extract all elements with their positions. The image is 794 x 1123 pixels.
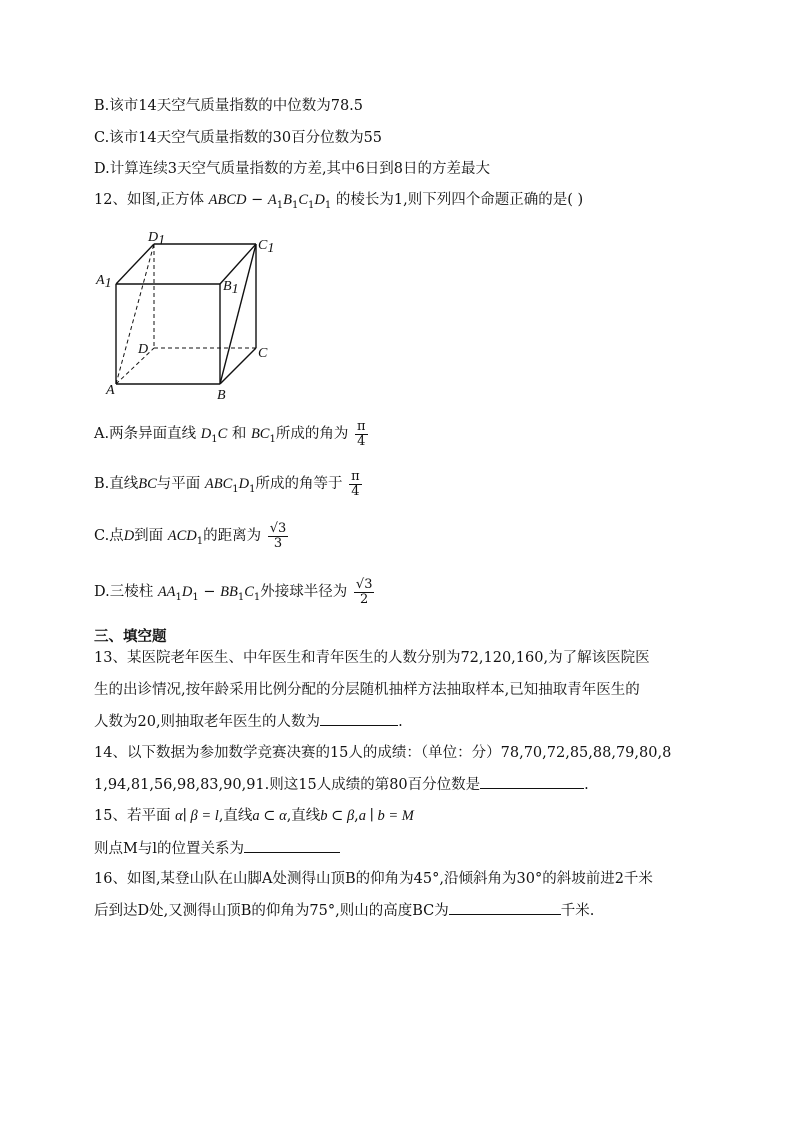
q12-cube-b1: B <box>283 192 292 208</box>
label-c1: C1 <box>258 238 275 256</box>
q15-comma: , <box>354 808 359 824</box>
opt-b-plane: ABC <box>204 476 233 492</box>
opt-b-plane2: D <box>238 476 250 492</box>
q15-answer-blank[interactable] <box>244 838 340 853</box>
opt-d-prefix: D.三棱柱 <box>94 584 154 600</box>
opt-d-num: √3 <box>355 576 373 592</box>
q12-option-b <box>94 466 362 504</box>
q14-line2 <box>94 774 589 795</box>
q14-line1: 14、以下数据为参加数学竞赛决赛的15人的成绩：（单位：分）78,70,72,85,88,79,80,8 <box>94 745 672 761</box>
q13-line3-text: 人数为20,则抽取老年医生的人数为 <box>94 714 321 730</box>
opt-a-suffix: 所成的角为 <box>275 426 349 442</box>
q11-option-c: C.该市14天空气质量指数的30百分位数为55 <box>94 130 383 146</box>
opt-c-den: 3 <box>273 535 283 551</box>
q12-cube-dash: − <box>246 192 268 208</box>
opt-d-p2: D <box>181 584 193 600</box>
opt-c-sub: 1 <box>196 536 204 547</box>
label-a: A <box>106 383 115 398</box>
opt-d-suffix: 外接球半径为 <box>260 584 348 600</box>
q15-expr2: a ⊂ α <box>252 808 287 824</box>
opt-b-prefix: B.直线 <box>94 476 139 492</box>
opt-a-line1b: C <box>217 426 228 442</box>
opt-d-sub: 1 <box>237 592 245 603</box>
q12-sub: 1 <box>324 200 332 211</box>
q14-answer-blank[interactable] <box>480 774 584 789</box>
q12-sub: 1 <box>292 200 299 211</box>
label-b1: B1 <box>223 279 239 297</box>
opt-c-mid: 到面 <box>134 528 164 544</box>
opt-a-fraction <box>355 420 368 449</box>
edge-bc <box>220 348 256 384</box>
opt-b-sub: 1 <box>232 484 239 495</box>
label-b: B <box>217 388 226 403</box>
label-d1: D1 <box>148 230 166 248</box>
label-a1: A1 <box>96 273 112 291</box>
opt-b-den: 4 <box>351 483 360 499</box>
opt-c-fraction <box>268 522 289 551</box>
opt-d-dash: − <box>198 584 221 600</box>
label-c: C <box>258 346 268 361</box>
opt-d-sub: 1 <box>253 592 261 603</box>
opt-d-sub: 1 <box>192 592 199 603</box>
q12-cube-d1: D <box>314 192 325 208</box>
q15-expr3: b ⊂ β <box>320 808 355 824</box>
opt-d-p3: BB <box>220 584 238 600</box>
opt-c-point: D <box>123 528 135 544</box>
q12-option-d <box>94 573 374 613</box>
opt-a-sub: 1 <box>269 434 276 445</box>
q12-stem-prefix: 12、如图,正方体 <box>94 192 205 208</box>
opt-a-line2: BC <box>250 426 270 442</box>
q16-unit: 千米. <box>560 903 595 919</box>
opt-c-prefix: C.点 <box>94 528 124 544</box>
q15-mid2: ,直线 <box>286 808 321 824</box>
q16-line2 <box>94 900 594 921</box>
q13-answer-blank[interactable] <box>320 711 398 726</box>
q15-expr1: α∣ β = l <box>175 808 219 824</box>
q15-prefix: 15、若平面 <box>94 808 171 824</box>
q12-option-c <box>94 517 288 557</box>
q15-expr4: a ∣ b = M <box>358 808 414 824</box>
q14-end: . <box>584 777 589 793</box>
q12-stem-suffix: 的棱长为1,则下列四个命题正确的是( ) <box>335 192 584 208</box>
opt-a-den: 4 <box>357 433 366 449</box>
opt-b-mid: 与平面 <box>156 476 201 492</box>
opt-b-fraction <box>349 470 362 499</box>
section-heading: 三、填空题 <box>94 629 167 645</box>
opt-a-sub: 1 <box>211 434 218 445</box>
opt-a-mid: 和 <box>231 426 247 442</box>
q12-cube-c1: C <box>298 192 309 208</box>
q12-sub: 1 <box>308 200 315 211</box>
q13-line3 <box>94 711 403 732</box>
q14-line2-text: 1,94,81,56,98,83,90,91.则这15人成绩的第80百分位数是 <box>94 777 481 793</box>
opt-d-den: 2 <box>360 591 369 607</box>
q12-stem <box>94 190 583 212</box>
opt-b-num: π <box>351 468 360 484</box>
opt-c-suffix: 的距离为 <box>203 528 262 544</box>
q13-line1: 13、某医院老年医生、中年医生和青年医生的人数分别为72,120,160,为了解该医院医 <box>94 650 650 666</box>
q11-option-d: D.计算连续3天空气质量指数的方差,其中6日到8日的方差最大 <box>94 161 491 177</box>
opt-a-num: π <box>356 418 366 434</box>
opt-d-fraction <box>354 578 375 607</box>
q11-option-b: B.该市14天空气质量指数的中位数为78.5 <box>94 98 363 114</box>
opt-d-p1: AA <box>157 584 176 600</box>
q16-answer-blank[interactable] <box>449 900 561 915</box>
opt-b-suffix: 所成的角等于 <box>255 476 343 492</box>
q13-end: . <box>398 714 403 730</box>
q16-line2-text: 后到达D处,又测得山顶B的仰角为75°,则山的高度BC为 <box>94 903 449 919</box>
opt-b-sub: 1 <box>249 484 256 495</box>
q12-cube-a1: A <box>267 192 277 208</box>
q15-line1 <box>94 806 414 826</box>
hidden-edge-ad <box>116 348 154 384</box>
q12-option-a <box>94 416 368 454</box>
label-d: D <box>138 342 149 357</box>
opt-d-p4: C <box>244 584 254 600</box>
opt-b-bc: BC <box>138 476 157 492</box>
opt-c-num: √3 <box>269 520 287 536</box>
edge-a1d1 <box>116 244 154 284</box>
opt-c-plane: ACD <box>167 528 197 544</box>
q15-line2 <box>94 838 340 859</box>
q15-line2-text: 则点M与l的位置关系为 <box>94 841 244 857</box>
q12-cube-base: ABCD <box>208 192 247 208</box>
q12-sub: 1 <box>276 200 284 211</box>
q15-mid1: ,直线 <box>218 808 253 824</box>
cube-figure <box>90 228 290 403</box>
q16-line1: 16、如图,某登山队在山脚A处测得山顶B的仰角为45°,沿倾斜角为30°的斜坡前进2千米 <box>94 871 653 887</box>
opt-a-line1: D <box>200 426 212 442</box>
opt-a-prefix: A.两条异面直线 <box>94 426 197 442</box>
opt-d-sub: 1 <box>175 592 182 603</box>
q13-line2: 生的出诊情况,按年龄采用比例分配的分层随机抽样方法抽取样本,已知抽取青年医生的 <box>94 682 640 698</box>
